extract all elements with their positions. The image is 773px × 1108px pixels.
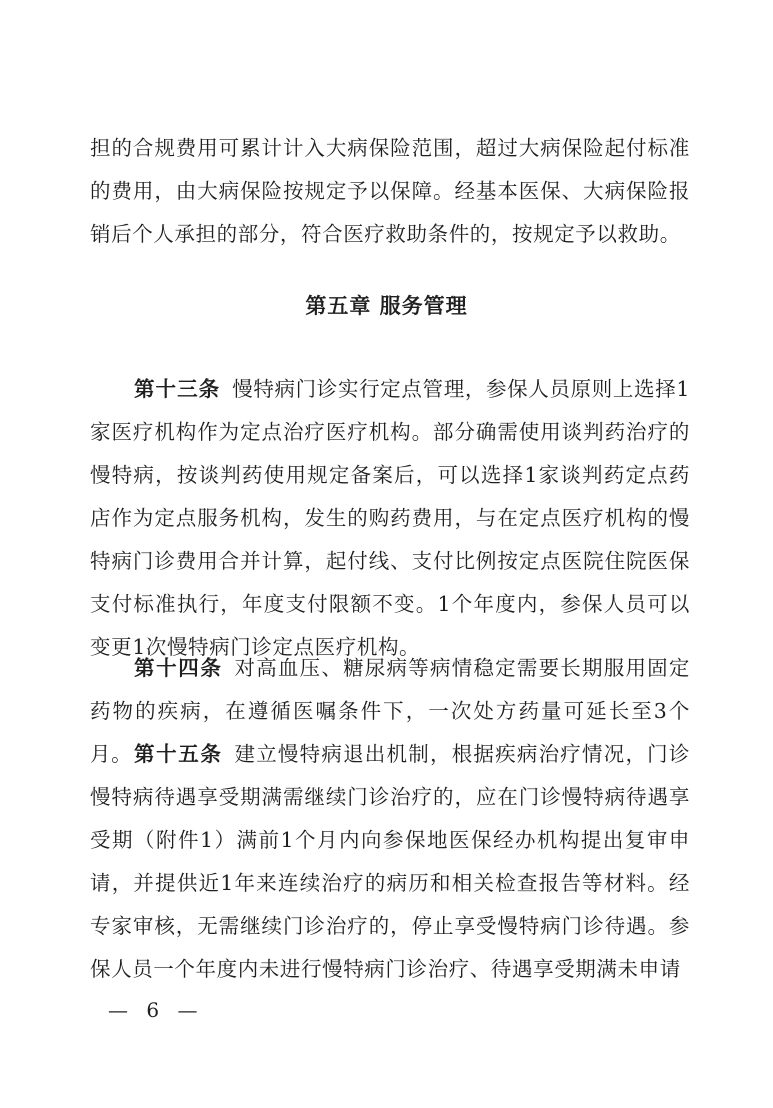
continuation-paragraph: 担的合规费用可累计计入大病保险范围，超过大病保险起付标准的费用，由大病保险按规定予以保障。经基本医保、大病保险报销后个人承担的部分，符合医疗救助条件的，按规定予以救助。 [90,136,690,246]
article-15 [90,733,690,991]
article-14-text: 对高血压、糖尿病等病情稳定需要长期服用固定药物的疾病，在遵循医嘱条件下，一次处方药量可延长至3个月。 [90,656,690,766]
page-number: — 6 — [108,998,204,1022]
article-13-label: 第十三条 [134,377,221,401]
article-13 [90,368,690,669]
chapter-title: 第五章 服务管理 [305,294,468,318]
article-15-label: 第十五条 [134,742,223,766]
article-15-text: 建立慢特病退出机制，根据疾病治疗情况，门诊慢特病待遇享受期满需继续门诊治疗的，应在门诊慢特病待遇享受期（附件1）满前1个月内向参保地医保经办机构提出复审申请，并提供近1年来连续治疗的病历和相关检查报告等材料。经专家审核，无需继续门诊治疗的，停止享受慢特病门诊待遇。参保人员一个年度内未进行慢特病门诊治疗、待遇享受期满未申请 [90,742,690,981]
article-13-text: 慢特病门诊实行定点管理，参保人员原则上选择1家医疗机构作为定点治疗医疗机构。部分确需使用谈判药治疗的慢特病，按谈判药使用规定备案后，可以选择1家谈判药定点药店作为定点服务机构，发生的购药费用，与在定点医疗机构的慢特病门诊费用合并计算，起付线、支付比例按定点医院住院医保支付标准执行，年度支付限额不变。1个年度内，参保人员可以变更1次慢特病门诊定点医疗机构。 [90,377,690,659]
article-14-label: 第十四条 [134,656,223,680]
